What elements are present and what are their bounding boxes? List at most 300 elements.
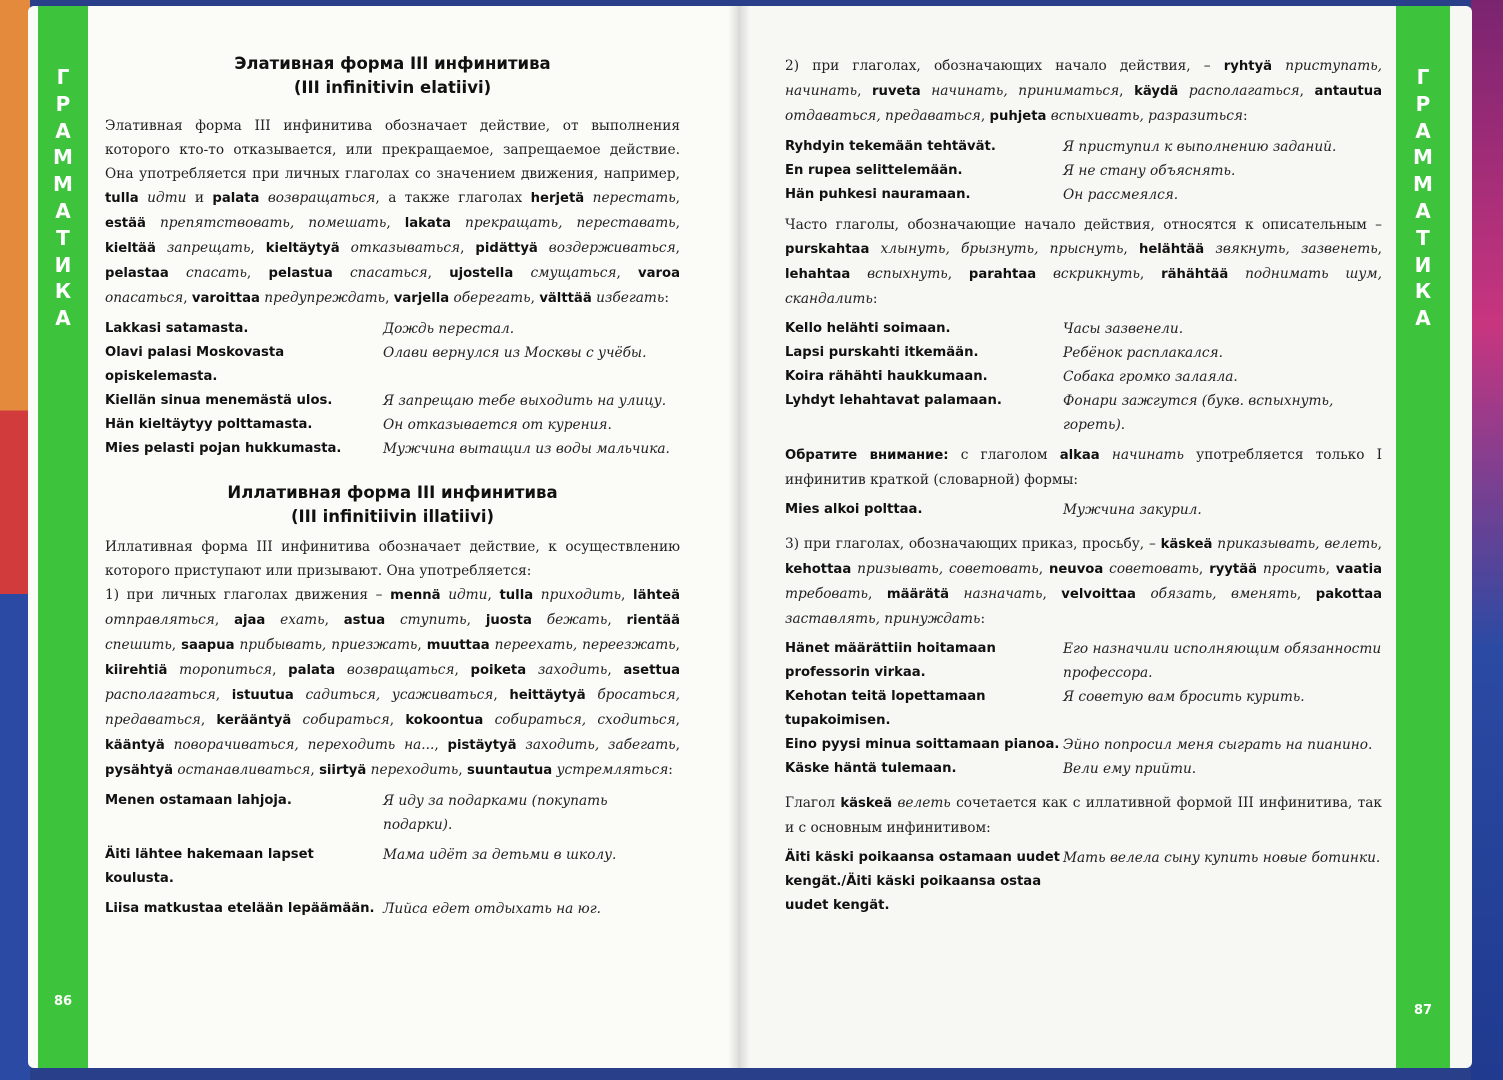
example-finnish: Kiellän sinua menemästä ulos.: [105, 393, 333, 408]
text-run: [532, 612, 547, 628]
text-run: ,: [616, 265, 639, 281]
text-run: ,: [171, 637, 182, 653]
russian-translation: переехать, переезжать: [494, 637, 676, 653]
finnish-term: Обратите внимание:: [785, 448, 949, 463]
example-russian: Дождь перестал.: [383, 321, 515, 337]
example-finnish: Liisa matkustaa etelään lepäämään.: [105, 901, 375, 916]
text-run: ,: [385, 290, 394, 306]
russian-translation: идти: [448, 587, 488, 603]
example-row: [785, 389, 1382, 437]
text-run: ,: [454, 662, 471, 678]
text-run: [1136, 586, 1151, 602]
text-run: ,: [215, 687, 232, 703]
example-finnish: Äiti käski poikaansa ostamaan uudet kengät./Äiti käski poikaansa ostaa uudet kengät.: [785, 850, 1060, 913]
russian-translation: начинать, приниматься: [931, 83, 1120, 99]
russian-translation: спасать: [186, 265, 247, 281]
finnish-term: estää: [105, 216, 146, 231]
text-run: ,: [1377, 241, 1383, 257]
text-run: ,: [214, 612, 235, 628]
example-row: [105, 843, 680, 891]
text-run: [259, 190, 267, 206]
tab-letter: Р: [55, 91, 71, 116]
paragraph-note: [785, 443, 1382, 492]
example-finnish: Ryhdyin tekemään tehtävät.: [785, 139, 996, 154]
example-finnish: Lyhdyt lehahtavat palamaan.: [785, 393, 1002, 408]
russian-translation: вспыхнуть: [867, 266, 948, 282]
finnish-term: antautua: [1314, 84, 1383, 99]
russian-translation: призывать, советовать: [857, 561, 1039, 577]
example-row: [785, 733, 1382, 757]
text-run: :: [872, 291, 878, 307]
russian-translation: поднимать шум, скандалить: [785, 266, 1382, 307]
russian-translation: останавливаться: [177, 762, 311, 778]
examples-start-action: [785, 135, 1382, 207]
finnish-term: käydä: [1134, 84, 1179, 99]
russian-translation: приходить: [540, 587, 622, 603]
finnish-term: purskahtaa: [785, 242, 870, 257]
example-finnish: Mies pelasti pojan hukkumasta.: [105, 441, 342, 456]
title-line: Элативная форма III инфинитива: [234, 54, 551, 73]
russian-translation: перестать: [592, 190, 676, 206]
finnish-term: rähähtää: [1161, 267, 1229, 282]
text-run: [586, 687, 598, 703]
russian-translation: заходить, забегать: [525, 737, 676, 753]
example-finnish: Hän puhkesi nauramaan.: [785, 187, 971, 202]
russian-translation: поворачиваться, переходить на...: [173, 737, 435, 753]
russian-translation: бросаться, предаваться: [105, 687, 681, 728]
example-finnish: Kello helähti soimaan.: [785, 321, 951, 336]
finnish-term: varjella: [393, 291, 450, 306]
finnish-term: pelastua: [268, 266, 333, 281]
finnish-term: ryhtyä: [1223, 59, 1273, 74]
finnish-term: lähteä: [633, 588, 681, 603]
text-run: [335, 662, 347, 678]
text-run: [1178, 83, 1189, 99]
text-run: ,: [1377, 536, 1382, 552]
text-run: ,: [1042, 586, 1062, 602]
example-russian: Я не стану объяснять.: [1063, 163, 1236, 179]
example-finnish: Käske häntä tulemaan.: [785, 761, 957, 776]
example-finnish: Hän kieltäytyy polttamasta.: [105, 417, 313, 432]
russian-translation: располагаться: [1188, 83, 1300, 99]
text-run: ,: [183, 290, 192, 306]
russian-translation: просить: [1262, 561, 1326, 577]
text-run: 1) при личных глаголах движения –: [105, 587, 391, 603]
example-row: [105, 897, 680, 921]
russian-translation: прекращать, переставать: [465, 215, 676, 231]
tab-letter: К: [1414, 279, 1432, 304]
russian-translation: заходить: [537, 662, 608, 678]
example-row: [785, 317, 1382, 341]
book-cover-right-edge: [1471, 0, 1503, 1080]
text-run: [340, 240, 351, 256]
finnish-term: tulla: [499, 588, 534, 603]
finnish-term: alkaa: [1059, 448, 1100, 463]
book-spine-shadow: [728, 6, 750, 1068]
russian-translation: опасаться: [105, 290, 184, 306]
example-russian: Мать велела сыну купить новые ботинки.: [1063, 850, 1381, 866]
finnish-term: pysähtyä: [105, 763, 173, 778]
text-run: ,: [458, 762, 467, 778]
russian-translation: приказывать, велеть: [1217, 536, 1378, 552]
example-finnish: Mies alkoi polttaa.: [785, 502, 923, 517]
example-finnish: Hänet määrättiin hoitamaan professorin virkaa.: [785, 641, 996, 680]
title-line: (III infinitiivin illatiivi): [290, 507, 495, 526]
text-run: ,: [250, 240, 266, 256]
example-russian: Ребёнок расплакался.: [1063, 345, 1223, 361]
example-russian: Фонари зажгутся (букв. вспыхнуть, гореть).: [1063, 393, 1334, 433]
example-russian: Мама идёт за детьми в школу.: [383, 847, 617, 863]
text-run: [451, 215, 465, 231]
text-run: ,: [466, 612, 486, 628]
russian-translation: звякнуть, зазвенеть: [1215, 241, 1378, 257]
tab-letter: М: [53, 172, 73, 197]
examples-illative: [105, 789, 680, 921]
russian-translation: смущаться: [530, 265, 617, 281]
text-run: ,: [607, 662, 624, 678]
text-run: ,: [434, 737, 448, 753]
example-finnish: Äiti lähtee hakemaan lapset koulusta.: [105, 847, 314, 886]
russian-translation: располагаться: [105, 687, 216, 703]
text-run: [526, 662, 538, 678]
text-run: ,: [460, 240, 476, 256]
finnish-term: ujostella: [449, 266, 514, 281]
example-row: [105, 437, 680, 461]
russian-translation: воздерживаться: [548, 240, 676, 256]
text-run: :: [980, 611, 986, 627]
text-run: , а также глаголах: [375, 190, 531, 206]
text-run: ,: [427, 265, 450, 281]
example-russian: Он рассмеялся.: [1063, 187, 1179, 203]
text-run: [169, 265, 186, 281]
russian-translation: отказываться: [350, 240, 461, 256]
finnish-term: ruveta: [872, 84, 921, 99]
russian-translation: запрещать: [166, 240, 251, 256]
finnish-term: pidättyä: [475, 241, 538, 256]
example-row: [105, 789, 680, 837]
text-run: ,: [389, 712, 406, 728]
text-run: ,: [272, 662, 289, 678]
example-russian: Я советую вам бросить курить.: [1063, 689, 1305, 705]
russian-translation: вспыхивать, разразиться: [1050, 108, 1243, 124]
examples-command: [785, 637, 1382, 781]
russian-translation: торопиться: [179, 662, 273, 678]
text-run: ,: [947, 266, 969, 282]
text-run: [165, 737, 174, 753]
page-number: 87: [1413, 1003, 1433, 1018]
finnish-term: lakata: [404, 216, 452, 231]
text-run: Глагол: [785, 795, 841, 811]
finnish-term: käskeä: [1160, 537, 1213, 552]
text-run: ,: [675, 712, 680, 728]
right-page: [738, 6, 1472, 1068]
paragraph-elative-intro: [105, 114, 680, 311]
example-russian: Я приступил к выполнению заданий.: [1063, 139, 1337, 155]
example-finnish: Lakkasi satamasta.: [105, 321, 249, 336]
example-row: [785, 637, 1382, 685]
example-row: [785, 846, 1382, 918]
text-run: [291, 712, 302, 728]
examples-kaskea: [785, 846, 1382, 918]
russian-translation: велеть: [897, 795, 951, 811]
section-title-illative: [105, 481, 680, 529]
example-russian: Вели ему прийти.: [1063, 761, 1197, 777]
text-run: 3) при глаголах, обозначающих приказ, просьбу, –: [785, 536, 1161, 552]
tab-letter: Р: [1415, 91, 1431, 116]
paragraph-item-1: [105, 583, 680, 783]
tab-letter: М: [53, 145, 73, 170]
finnish-term: ryytää: [1209, 562, 1257, 577]
tab-letter: А: [55, 198, 71, 223]
finnish-term: palata: [288, 663, 336, 678]
title-line: Иллативная форма III инфинитива: [227, 483, 558, 502]
left-page: [28, 6, 738, 1068]
example-row: [105, 413, 680, 437]
example-row: [785, 183, 1382, 207]
russian-translation: возвращаться: [267, 190, 376, 206]
text-run: ,: [675, 215, 680, 231]
example-row: [105, 317, 680, 341]
finnish-term: istuutua: [231, 688, 294, 703]
finnish-term: asettua: [623, 663, 680, 678]
paragraph-item-2: [785, 54, 1382, 129]
text-run: сочетается как с иллативной формой III инфинитива, так и с основным инфинитивом:: [785, 795, 1382, 836]
example-finnish: En rupea selittelemään.: [785, 163, 963, 178]
text-run: :: [1242, 108, 1248, 124]
text-run: употребляется только I инфинитив краткой (словарной) формы:: [785, 447, 1383, 488]
finnish-term: ajaa: [234, 613, 266, 628]
finnish-term: käskeä: [840, 796, 893, 811]
tab-letter: А: [1415, 306, 1431, 331]
example-finnish: Olavi palasi Moskovasta opiskelemasta.: [105, 345, 285, 384]
tab-letter: Т: [1416, 225, 1430, 250]
russian-translation: возвращаться: [346, 662, 455, 678]
example-russian: Часы зазвенели.: [1063, 321, 1184, 337]
text-run: [156, 240, 167, 256]
russian-translation: избегать: [596, 290, 665, 306]
finnish-term: astua: [343, 613, 386, 628]
text-run: с глаголом: [948, 447, 1060, 463]
text-run: [333, 265, 350, 281]
text-run: :: [664, 290, 669, 306]
example-finnish: Eino pyysi minua soittamaan pianoa.: [785, 737, 1060, 752]
paragraph-illative-intro: Иллативная форма III инфинитива обозначает действие, к осуществлению которого приступают или призывают. Она употребляется:: [105, 539, 680, 579]
finnish-term: velvoittaa: [1061, 587, 1136, 602]
text-run: ,: [530, 290, 540, 306]
text-run: [584, 190, 592, 206]
finnish-term: kieltää: [105, 241, 156, 256]
text-run: ,: [621, 587, 634, 603]
finnish-term: tulla: [105, 191, 139, 206]
text-run: ,: [324, 612, 344, 628]
finnish-term: herjetä: [530, 191, 585, 206]
text-run: [483, 712, 494, 728]
finnish-term: mennä: [390, 588, 441, 603]
examples-alkaa: [785, 498, 1382, 522]
tab-letter: К: [54, 279, 72, 304]
text-run: [949, 586, 964, 602]
text-run: [146, 215, 160, 231]
text-run: [513, 265, 530, 281]
example-row: [105, 341, 680, 389]
example-row: [785, 159, 1382, 183]
tab-letter: А: [1415, 118, 1431, 143]
finnish-term: varoittaa: [191, 291, 260, 306]
example-row: [105, 389, 680, 413]
text-run: ,: [675, 637, 680, 653]
text-run: ,: [980, 108, 990, 124]
example-russian: Собака громко залаяла.: [1063, 369, 1238, 385]
russian-translation: предупреждать: [264, 290, 386, 306]
text-run: [1100, 447, 1112, 463]
text-run: ,: [1139, 266, 1162, 282]
finnish-term: kiirehtiä: [105, 663, 168, 678]
example-russian: Я запрещаю тебе выходить на улицу.: [383, 393, 667, 409]
left-page-content: [105, 52, 680, 921]
text-run: [385, 612, 400, 628]
tab-letter: Т: [56, 225, 70, 250]
finnish-term: kääntyä: [105, 738, 165, 753]
tab-word: [1396, 64, 1450, 332]
text-run: [139, 190, 147, 206]
tab-letter: М: [1413, 172, 1433, 197]
text-run: [538, 240, 549, 256]
russian-translation: требовать: [785, 586, 868, 602]
example-row: [785, 757, 1382, 781]
finnish-term: vaatia: [1335, 562, 1383, 577]
tab-word: [38, 64, 88, 332]
russian-translation: устремляться: [556, 762, 669, 778]
example-russian: Его назначили исполняющим обязанности профессора.: [1063, 641, 1382, 681]
russian-translation: оберегать: [453, 290, 531, 306]
russian-translation: обязать, вменять: [1150, 586, 1297, 602]
tab-letter: И: [54, 252, 72, 277]
example-finnish: Lapsi purskahti itkemään.: [785, 345, 979, 360]
text-run: ,: [1325, 561, 1336, 577]
text-run: 2) при глаголах, обозначающих начало действия, –: [785, 58, 1224, 74]
finnish-term: välttää: [539, 291, 592, 306]
text-run: [850, 266, 867, 282]
example-russian: Мужчина вытащил из воды мальчика.: [383, 441, 670, 457]
example-row: [785, 341, 1382, 365]
text-run: ,: [493, 687, 510, 703]
title-line: (III infinitivin elatiivi): [293, 78, 492, 97]
finnish-term: pelastaa: [105, 266, 169, 281]
text-run: ,: [487, 587, 500, 603]
finnish-term: määrätä: [886, 587, 949, 602]
example-row: [785, 135, 1382, 159]
russian-translation: ехать: [280, 612, 325, 628]
russian-translation: садиться, усаживаться: [305, 687, 494, 703]
finnish-term: varoa: [638, 266, 681, 281]
examples-elative: [105, 317, 680, 461]
russian-translation: собираться, сходиться: [494, 712, 676, 728]
finnish-term: neuvoa: [1048, 562, 1104, 577]
tab-letter: Г: [56, 65, 70, 89]
finnish-term: puhjeta: [989, 109, 1047, 124]
russian-translation: препятствовать, помешать: [159, 215, 387, 231]
russian-translation: бежать: [546, 612, 608, 628]
finnish-term: siirtyä: [319, 763, 367, 778]
right-page-content: [785, 54, 1382, 918]
example-finnish: Koira rähähti haukkumaan.: [785, 369, 988, 384]
text-run: и: [186, 190, 213, 206]
text-run: ,: [417, 637, 427, 653]
tab-letter: А: [55, 118, 71, 143]
text-run: Элативная форма III инфинитива обозначает действие, от выполнения которого кто-то отказывается, или прекращаемое, запрещаемое действие. Она употребляется при личных глаголах со значением движения, например,: [105, 118, 680, 182]
russian-translation: назначать: [963, 586, 1043, 602]
text-run: [921, 83, 932, 99]
text-run: ,: [1296, 586, 1316, 602]
finnish-term: juosta: [485, 613, 532, 628]
finnish-term: muuttaa: [426, 638, 490, 653]
tab-letter: М: [1413, 145, 1433, 170]
text-run: [265, 612, 280, 628]
example-russian: Мужчина закурил.: [1063, 502, 1202, 518]
tab-letter: А: [55, 306, 71, 331]
grammar-tab-left: [38, 6, 88, 1068]
finnish-term: kerääntyä: [216, 713, 292, 728]
text-run: :: [668, 762, 673, 778]
finnish-term: parahtaa: [968, 267, 1037, 282]
book-cover-left-edge: [0, 0, 30, 1080]
example-finnish: Menen ostamaan lahjoja.: [105, 793, 292, 808]
paragraph-descriptive-verbs: [785, 213, 1382, 311]
tab-letter: Г: [1416, 65, 1430, 89]
text-run: [1036, 266, 1053, 282]
section-title-elative: [105, 52, 680, 100]
finnish-term: helähtää: [1138, 242, 1205, 257]
text-run: [294, 687, 306, 703]
example-russian: Олави вернулся из Москвы с учёбы.: [383, 345, 647, 361]
text-run: ,: [607, 612, 627, 628]
russian-translation: спасаться: [349, 265, 428, 281]
tab-letter: И: [1414, 252, 1432, 277]
examples-descriptive: [785, 317, 1382, 437]
russian-translation: начинать: [1111, 447, 1184, 463]
text-run: ,: [675, 190, 681, 206]
paragraph-kaskea: [785, 791, 1382, 840]
finnish-term: kokoontua: [405, 713, 484, 728]
text-run: ,: [1038, 561, 1049, 577]
russian-translation: приступать, начинать: [785, 58, 1383, 99]
text-run: ,: [1299, 83, 1315, 99]
russian-translation: заставлять, принуждать: [785, 611, 981, 627]
finnish-term: pistäytyä: [447, 738, 517, 753]
russian-translation: отправляться: [105, 612, 215, 628]
russian-translation: спешить: [105, 637, 172, 653]
text-run: [869, 241, 880, 257]
paragraph-item-3: [785, 532, 1382, 631]
example-row: [785, 685, 1382, 733]
russian-translation: советовать: [1109, 561, 1199, 577]
text-run: [1228, 266, 1245, 282]
text-run: ,: [1119, 83, 1135, 99]
russian-translation: отдаваться, предаваться: [785, 108, 981, 124]
example-finnish: Kehotan teitä lopettamaan tupakoimisen.: [785, 689, 986, 728]
finnish-term: saapua: [181, 638, 235, 653]
text-run: ,: [675, 240, 681, 256]
russian-translation: хлынуть, брызнуть, прыснуть: [880, 241, 1124, 257]
example-row: [785, 365, 1382, 389]
finnish-term: suuntautua: [467, 763, 553, 778]
text-run: ,: [1198, 561, 1210, 577]
finnish-term: pakottaa: [1315, 587, 1382, 602]
example-russian: Он отказывается от курения.: [383, 417, 612, 433]
russian-translation: ступить: [399, 612, 467, 628]
text-run: ,: [246, 265, 269, 281]
finnish-term: rientää: [626, 613, 681, 628]
